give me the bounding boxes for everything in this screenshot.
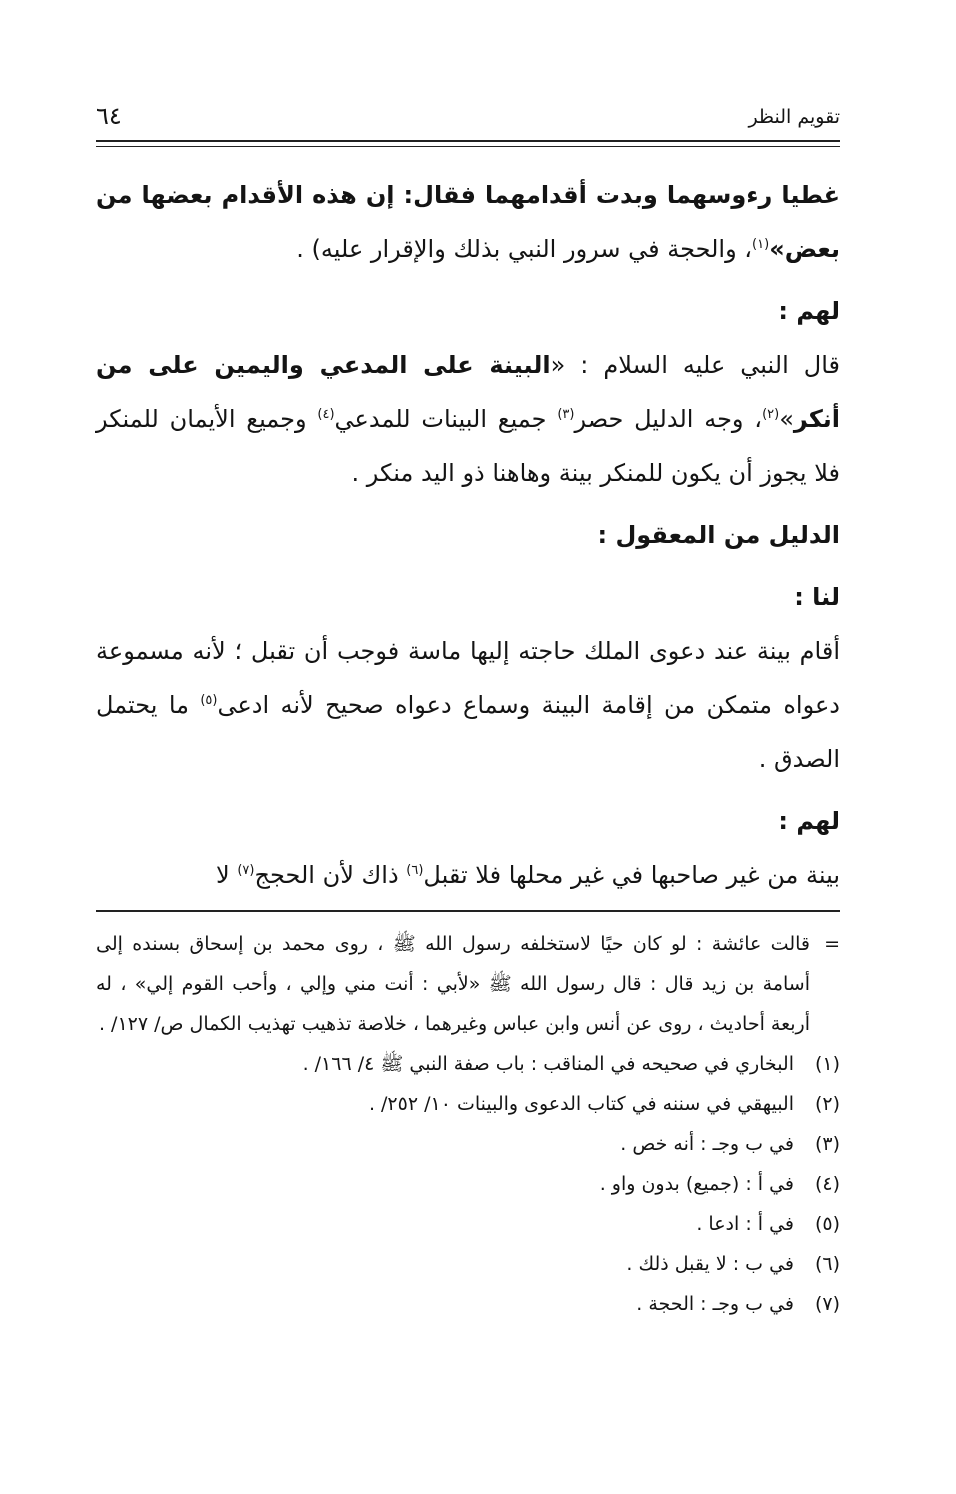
hadith-quote-bold-2: البينة على المدعي واليمين على من أنكر (96, 351, 841, 433)
footnote-ref-4: (٤) (317, 407, 335, 422)
footnote-text: في أ : (جميع) بدون واو . (599, 1173, 794, 1195)
footnote-number: (٧) (814, 1293, 840, 1315)
footnote-ref-6: (٦) (406, 863, 424, 878)
footnote-ref-2: (٢) (762, 407, 780, 422)
paragraph-2-part-c: ، وجه الدليل حصر (574, 405, 763, 433)
paragraph-2-part-d: جميع البينات للمدعي (334, 405, 558, 433)
heading-lahum-1: لهم : (778, 297, 840, 325)
footnote-number: (٢) (814, 1093, 840, 1115)
paragraph-2-part-e: وجميع الأيمان للمنكر فلا يجوز أن يكون للمنكر بينة وهاهنا ذو اليد منكر . (96, 405, 840, 487)
paragraph-2-intro: قال النبي عليه السلام : « (550, 351, 840, 379)
heading-rational-evidence: الدليل من المعقول : (597, 521, 840, 549)
footnote-text: في ب وجـ : أنه خص . (620, 1133, 794, 1155)
running-title: تقويم النظر (748, 106, 840, 128)
footnote-text: البيهقي في سننه في كتاب الدعوى والبينات ١٠/ ٢٥٢/ . (368, 1093, 794, 1115)
footnote-ref-7: (٧) (237, 863, 255, 878)
paragraph-4 (96, 848, 840, 902)
paragraph-4-part-c: لا (216, 861, 238, 889)
footnote-text: في أ : ادعا . (696, 1213, 794, 1235)
header-rule-thick (96, 140, 840, 142)
continuation-text: قالت عائشة : لو كان حيًا لاستخلفه رسول الله ﷺ ، روى محمد بن إسحاق بسنده إلى أسامة بن زيد قال : قال رسول الله ﷺ «لأبي : أنت مني وإلي ، وأحب القوم إلي» ، له أربعة أحاديث ، روى عن أنس وابن عباس وغيرهما ، خلاصة تذهيب تهذيب الكمال ص/ ١٢٧/ . (96, 933, 810, 1035)
heading-lahum-2: لهم : (778, 807, 840, 835)
paragraph-3-part-b: ما يحتمل الصدق . (96, 691, 840, 773)
footnote-ref-5: (٥) (200, 693, 218, 708)
footnote-item (96, 1204, 840, 1244)
paragraph-4-part-a: بينة من غير صاحبها في غير محلها فلا تقبل (423, 861, 840, 889)
footnote-ref-3: (٣) (557, 407, 575, 422)
hadith-quote-bold: غطيا رءوسهما وبدت أقدامهما فقال: إن هذه الأقدام بعضها من بعض» (96, 181, 840, 263)
footnote-text: في ب وجـ : الحجة . (636, 1293, 794, 1315)
continuation-mark: = (824, 933, 840, 955)
footnote-number: (٦) (814, 1253, 840, 1275)
quote-close: » (779, 405, 794, 433)
paragraph-3-part-a: أقام بينة عند دعوى الملك حاجته إليها ماسة فوجب أن تقبل ؛ لأنه مسموعة دعواه متمكن من إقامة البينة وسماع دعواه صحيح لأنه ادعى (96, 637, 840, 719)
footnote-item (96, 1244, 840, 1284)
running-header (96, 100, 840, 140)
paragraph-1 (96, 168, 840, 276)
footnote-item (96, 1044, 840, 1084)
footnote-text: البخاري في صحيحه في المناقب : باب صفة النبي ﷺ ٤/ ١٦٦/ . (302, 1053, 794, 1075)
header-rule-thin (96, 146, 840, 147)
footnote-text: في ب : لا يقبل ذلك . (626, 1253, 794, 1275)
footnote-continuation (96, 924, 840, 1044)
heading-lana: لنا : (794, 583, 840, 611)
footnote-item (96, 1284, 840, 1324)
footnote-ref-1: (١) (752, 237, 770, 252)
footnote-number: (١) (814, 1053, 840, 1075)
footnote-item (96, 1084, 840, 1124)
footnote-item (96, 1124, 840, 1164)
paragraph-3 (96, 624, 840, 786)
page-number: ٦٤ (96, 102, 122, 130)
footnote-separator (96, 910, 840, 912)
main-text (96, 168, 840, 902)
paragraph-4-part-b: ذاك لأن الحجج (254, 861, 407, 889)
footnotes (96, 924, 840, 1324)
footnote-number: (٤) (814, 1173, 840, 1195)
paragraph-2 (96, 338, 840, 500)
footnote-number: (٣) (814, 1133, 840, 1155)
footnote-number: (٥) (814, 1213, 840, 1235)
footnote-item (96, 1164, 840, 1204)
paragraph-1-rest: ، والحجة في سرور النبي بذلك والإقرار عليه) . (296, 235, 753, 263)
